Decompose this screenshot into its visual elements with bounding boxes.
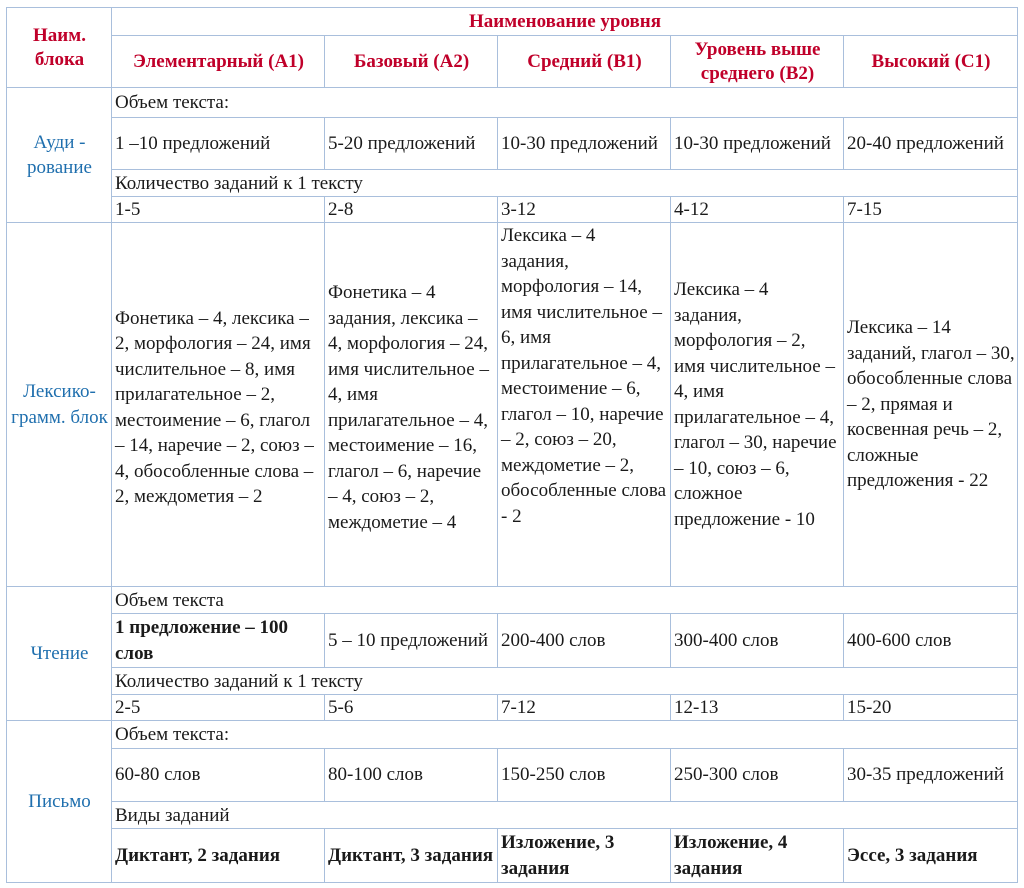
writing-tasks-label: Виды заданий (112, 802, 1018, 829)
audio-volume-label-row (7, 88, 1018, 118)
reading-tasks-b1: 7-12 (498, 695, 671, 721)
audio-tasks-label-row (7, 170, 1018, 197)
audio-volume-label: Объем текста: (112, 88, 1018, 118)
lexgram-c1: Лексика – 14 заданий, глагол – 30, обособленные слова – 2, прямая и косвенная речь – 2, сложные предложения - 22 (844, 223, 1018, 587)
writing-volume-row (7, 749, 1018, 802)
level-group-header: Наименование уровня (112, 8, 1018, 36)
writing-volume-label: Объем текста: (112, 721, 1018, 749)
writing-volume-label-row (7, 721, 1018, 749)
writing-tasks-b1: Изложение, 3 задания (498, 829, 671, 883)
writing-volume-c1: 30-35 предложений (844, 749, 1018, 802)
reading-volume-b1: 200-400 слов (498, 614, 671, 668)
reading-volume-a1: 1 предложение – 100 слов (112, 614, 325, 668)
lexgram-a1: Фонетика – 4, лексика – 2, морфология – 24, имя числительное – 8, имя прилагательное – 2, местоимение – 6, глагол – 14, наречие – 2, союз – 4, обособленные слова – 2, междометия – 2 (112, 223, 325, 587)
writing-tasks-c1: Эссе, 3 задания (844, 829, 1018, 883)
audio-tasks-a1: 1-5 (112, 197, 325, 223)
audio-volume-b2: 10-30 предложений (671, 118, 844, 170)
level-header-a2: Базовый (А2) (325, 36, 498, 88)
reading-tasks-b2: 12-13 (671, 695, 844, 721)
level-header-a1: Элементарный (А1) (112, 36, 325, 88)
audio-volume-c1: 20-40 предложений (844, 118, 1018, 170)
header-row-1 (7, 8, 1018, 36)
block-column-header: Наим. блока (7, 8, 112, 88)
writing-volume-a2: 80-100 слов (325, 749, 498, 802)
reading-volume-b2: 300-400 слов (671, 614, 844, 668)
reading-tasks-label-row (7, 668, 1018, 695)
level-header-b1: Средний (В1) (498, 36, 671, 88)
audio-volume-b1: 10-30 предложений (498, 118, 671, 170)
levels-table (6, 7, 1018, 883)
audio-tasks-b1: 3-12 (498, 197, 671, 223)
header-row-2 (7, 36, 1018, 88)
block-name-writing: Письмо (7, 721, 112, 883)
reading-tasks-c1: 15-20 (844, 695, 1018, 721)
writing-tasks-row (7, 829, 1018, 883)
reading-volume-c1: 400-600 слов (844, 614, 1018, 668)
level-header-c1: Высокий (С1) (844, 36, 1018, 88)
lexgram-a2: Фонетика – 4 задания, лексика – 4, морфология – 24, имя числительное – 4, имя прилагательное – 4, местоимение – 16, глагол – 6, наречие – 4, союз – 2, междометие – 4 (325, 223, 498, 587)
reading-tasks-label: Количество заданий к 1 тексту (112, 668, 1018, 695)
audio-tasks-c1: 7-15 (844, 197, 1018, 223)
writing-volume-a1: 60-80 слов (112, 749, 325, 802)
block-name-lexgram: Лексико-грамм. блок (7, 223, 112, 587)
audio-tasks-a2: 2-8 (325, 197, 498, 223)
writing-volume-b1: 150-250 слов (498, 749, 671, 802)
reading-volume-label-row (7, 587, 1018, 614)
audio-tasks-b2: 4-12 (671, 197, 844, 223)
block-name-audio: Ауди - рование (7, 88, 112, 223)
audio-volume-a2: 5-20 предложений (325, 118, 498, 170)
writing-tasks-b2: Изложение, 4 задания (671, 829, 844, 883)
reading-volume-row (7, 614, 1018, 668)
reading-tasks-row (7, 695, 1018, 721)
block-name-reading: Чтение (7, 587, 112, 721)
reading-volume-label: Объем текста (112, 587, 1018, 614)
writing-tasks-label-row (7, 802, 1018, 829)
audio-volume-a1: 1 –10 предложений (112, 118, 325, 170)
audio-tasks-row (7, 197, 1018, 223)
audio-volume-row (7, 118, 1018, 170)
level-header-b2: Уровень выше среднего (В2) (671, 36, 844, 88)
reading-tasks-a2: 5-6 (325, 695, 498, 721)
audio-tasks-label: Количество заданий к 1 тексту (112, 170, 1018, 197)
writing-tasks-a1: Диктант, 2 задания (112, 829, 325, 883)
reading-tasks-a1: 2-5 (112, 695, 325, 721)
writing-volume-b2: 250-300 слов (671, 749, 844, 802)
reading-volume-a2: 5 – 10 предложений (325, 614, 498, 668)
lexgram-b2: Лексика – 4 задания, морфология – 2, имя числительное – 4, имя прилагательное – 4, глагол – 30, наречие – 10, союз – 6, сложное предложение - 10 (671, 223, 844, 587)
lexgram-b1: Лексика – 4 задания, морфология – 14, имя числительное – 6, имя прилагательное – 4, местоимение – 6, глагол – 10, наречие – 2, союз – 20, междометие – 2, обособленные слова - 2 (498, 223, 671, 587)
lexgram-row (7, 223, 1018, 587)
writing-tasks-a2: Диктант, 3 задания (325, 829, 498, 883)
